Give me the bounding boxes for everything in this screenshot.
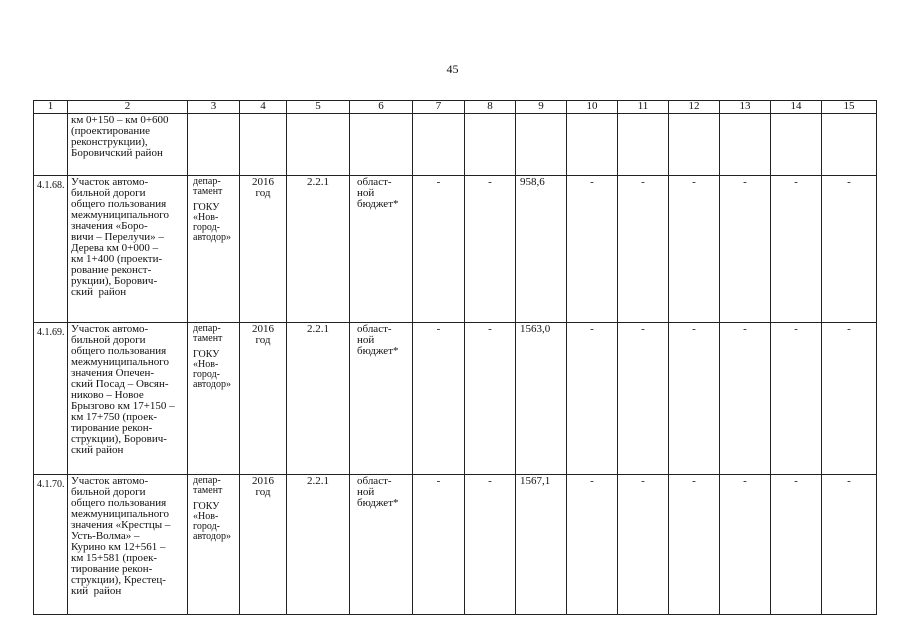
cell-col11: - — [618, 323, 669, 475]
year-line: год — [255, 187, 271, 199]
object-lines-line: км 1+400 (проекти- — [71, 253, 163, 265]
object-lines-line: рование реконст- — [71, 264, 152, 276]
executor-a-line: тамент — [193, 485, 223, 496]
table-row — [34, 176, 877, 323]
source-line: бюджет* — [357, 345, 399, 357]
cell-col7: - — [413, 475, 465, 615]
executor-a-line: тамент — [193, 186, 223, 197]
executor-a-line: депар- — [193, 176, 221, 187]
executor-b-line: ГОКУ — [193, 202, 220, 213]
header-cell: 6 — [350, 101, 413, 114]
object-lines-line: Усть-Волма» – — [71, 530, 140, 542]
cell-executor — [188, 176, 240, 323]
cell-source — [350, 176, 413, 323]
executor-b-line: город- — [193, 369, 220, 380]
cell-col9: 1563,0 — [516, 323, 567, 475]
header-cell: 4 — [240, 101, 287, 114]
cell-number: 4.1.70. — [34, 475, 68, 615]
cell-number: 4.1.69. — [34, 323, 68, 475]
source-line: ной — [357, 486, 375, 498]
cell-number — [34, 114, 68, 176]
cell-col9: 958,6 — [516, 176, 567, 323]
budget-table — [33, 100, 877, 615]
cell-col15: - — [822, 475, 877, 615]
header-cell: 7 — [413, 101, 465, 114]
object-lines-line: межмуниципального — [71, 508, 169, 520]
source-line: ной — [357, 334, 375, 346]
object-lines-line: бильной дороги — [71, 334, 146, 346]
executor-b-line: город- — [193, 521, 220, 532]
cell-col8: - — [465, 323, 516, 475]
header-cell: 12 — [669, 101, 720, 114]
year-line: 2016 — [252, 475, 274, 487]
year-line: год — [255, 334, 271, 346]
object-lines-line: межмуниципального — [71, 356, 169, 368]
cell-code: 2.2.1 — [287, 176, 350, 323]
object-lines-line: тирование рекон- — [71, 422, 153, 434]
object-lines-line: ский район — [71, 286, 127, 298]
source-line: област- — [357, 176, 392, 188]
cell-col7: - — [413, 323, 465, 475]
source-line: ной — [357, 187, 375, 199]
year-line: 2016 — [252, 176, 274, 188]
header-cell: 11 — [618, 101, 669, 114]
table-row — [34, 323, 877, 475]
executor-b-line: «Нов- — [193, 212, 219, 223]
cell-year — [240, 176, 287, 323]
cell-col13: - — [720, 176, 771, 323]
source-line: област- — [357, 475, 392, 487]
source-line: бюджет* — [357, 198, 399, 210]
object-lines-line: рукции), Борович- — [71, 275, 158, 287]
cell-col14: - — [771, 176, 822, 323]
object-lines-line: значения «Боро- — [71, 220, 148, 232]
cell-col7: - — [413, 176, 465, 323]
object-line: реконструкции), — [71, 136, 148, 148]
cell-code: 2.2.1 — [287, 323, 350, 475]
year-line: 2016 — [252, 323, 274, 335]
object-lines-line: общего пользования — [71, 497, 167, 509]
object-lines-line: бильной дороги — [71, 486, 146, 498]
cell-col9: 1567,1 — [516, 475, 567, 615]
cell-col12: - — [669, 475, 720, 615]
object-line: Боровичский район — [71, 147, 163, 159]
cell-col8: - — [465, 176, 516, 323]
cell-col13: - — [720, 323, 771, 475]
header-cell: 3 — [188, 101, 240, 114]
executor-b-line: «Нов- — [193, 511, 219, 522]
object-lines-line: км 15+581 (проек- — [71, 552, 158, 564]
executor-a-line: депар- — [193, 475, 221, 486]
executor-b-line: город- — [193, 222, 220, 233]
executor-b-line: ГОКУ — [193, 501, 220, 512]
year-line: год — [255, 486, 271, 498]
cell-object — [68, 475, 188, 615]
cell-executor — [188, 323, 240, 475]
object-lines-line: межмуниципального — [71, 209, 169, 221]
cell-source — [350, 475, 413, 615]
cell-col12: - — [669, 176, 720, 323]
object-lines-line: вичи – Перелучи» – — [71, 231, 164, 243]
header-cell: 8 — [465, 101, 516, 114]
object-lines-line: бильной дороги — [71, 187, 146, 199]
header-cell: 13 — [720, 101, 771, 114]
header-cell: 5 — [287, 101, 350, 114]
cell-object — [68, 114, 188, 176]
cell-col8: - — [465, 475, 516, 615]
cell-col12: - — [669, 323, 720, 475]
executor-b-line: автодор» — [193, 379, 231, 390]
cell-col15: - — [822, 176, 877, 323]
cell-col10: - — [567, 176, 618, 323]
object-lines-line: Участок автомо- — [71, 475, 149, 487]
source-line: бюджет* — [357, 497, 399, 509]
object-line: км 0+150 – км 0+600 — [71, 114, 169, 126]
cell-col10: - — [567, 323, 618, 475]
header-cell: 10 — [567, 101, 618, 114]
object-lines-line: Участок автомо- — [71, 176, 149, 188]
executor-b-line: автодор» — [193, 531, 231, 542]
object-lines-line: Курино км 12+561 – — [71, 541, 166, 553]
continuation-row — [34, 114, 877, 176]
object-lines-line: общего пользования — [71, 198, 167, 210]
cell-col14: - — [771, 475, 822, 615]
executor-b-line: ГОКУ — [193, 349, 220, 360]
cell-executor — [188, 475, 240, 615]
cell-col11: - — [618, 176, 669, 323]
object-lines-line: общего пользования — [71, 345, 167, 357]
cell-year — [240, 323, 287, 475]
cell-col15: - — [822, 323, 877, 475]
cell-col13: - — [720, 475, 771, 615]
object-lines-line: Брызгово км 17+150 – — [71, 400, 175, 412]
source-line: област- — [357, 323, 392, 335]
cell-year — [240, 475, 287, 615]
header-cell: 2 — [68, 101, 188, 114]
object-lines-line: струкции), Борович- — [71, 433, 167, 445]
object-lines-line: кий район — [71, 585, 122, 597]
object-line: (проектирование — [71, 125, 151, 137]
header-cell: 9 — [516, 101, 567, 114]
object-lines-line: Дерева км 0+000 – — [71, 242, 159, 254]
page-number: 45 — [446, 62, 459, 76]
executor-a-line: тамент — [193, 333, 223, 344]
header-cell: 14 — [771, 101, 822, 114]
header-row — [34, 101, 877, 114]
cell-col14: - — [771, 323, 822, 475]
executor-b-line: автодор» — [193, 232, 231, 243]
cell-object — [68, 323, 188, 475]
object-lines-line: ский Посад – Овсян- — [71, 378, 169, 390]
header-cell: 1 — [34, 101, 68, 114]
executor-b-line: «Нов- — [193, 359, 219, 370]
object-lines-line: значения Опечен- — [71, 367, 155, 379]
object-lines-line: никово – Новое — [71, 389, 144, 401]
table-row — [34, 475, 877, 615]
executor-a-line: депар- — [193, 323, 221, 334]
cell-object — [68, 176, 188, 323]
object-lines-line: Участок автомо- — [71, 323, 149, 335]
object-lines-line: ский район — [71, 444, 124, 456]
header-cell: 15 — [822, 101, 877, 114]
object-lines-line: значения «Крестцы – — [71, 519, 171, 531]
object-lines-line: км 17+750 (проек- — [71, 411, 158, 423]
object-lines-line: струкции), Крестец- — [71, 574, 166, 586]
cell-col10: - — [567, 475, 618, 615]
cell-source — [350, 323, 413, 475]
cell-number: 4.1.68. — [34, 176, 68, 323]
cell-code: 2.2.1 — [287, 475, 350, 615]
object-lines-line: тирование рекон- — [71, 563, 153, 575]
cell-col11: - — [618, 475, 669, 615]
